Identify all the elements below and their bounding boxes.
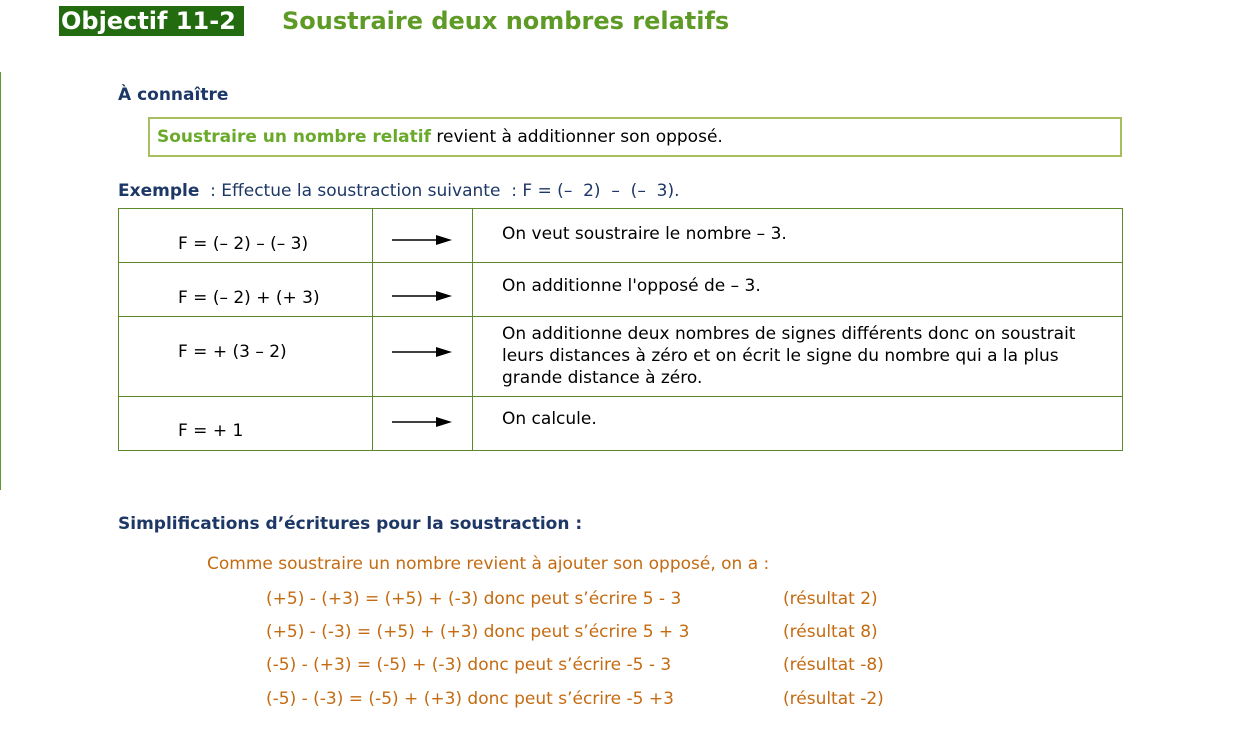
example-text: : Effectue la soustraction suivante : F = (– 2) – (– 3). (199, 181, 680, 201)
explanation: On calcule. (502, 409, 597, 429)
objective-badge: Objectif 11-2 (59, 6, 244, 36)
know-heading: À connaître (118, 85, 229, 105)
arrow-right-icon (392, 415, 454, 429)
simplification-formula: (-5) - (+3) = (-5) + (-3) donc peut s’écrire -5 - 3 (266, 655, 672, 675)
rule-box (148, 117, 1122, 157)
expression: F = + 1 (178, 421, 244, 441)
expr-cell (119, 317, 373, 397)
arrow-cell (373, 209, 473, 263)
explanation-cell (473, 397, 1123, 451)
rule-rest: revient à additionner son opposé. (430, 127, 723, 147)
table-row (119, 397, 1123, 451)
arrow-right-icon (392, 289, 454, 303)
rule-text (157, 127, 723, 147)
simplification-result: (résultat -2) (783, 689, 884, 709)
example-label: Exemple (118, 181, 200, 201)
explanation-cell (473, 263, 1123, 317)
explanation-cell (473, 209, 1123, 263)
arrow-cell (373, 397, 473, 451)
expr-cell (119, 209, 373, 263)
table-row (119, 317, 1123, 397)
expr-cell (119, 263, 373, 317)
rule-highlight: Soustraire un nombre relatif (157, 127, 431, 147)
left-margin-rule (0, 72, 1, 490)
explanation-cell (473, 317, 1123, 397)
arrow-cell (373, 317, 473, 397)
simplifications-heading: Simplifications d’écritures pour la soustraction : (118, 514, 583, 534)
arrow-cell (373, 263, 473, 317)
arrow-right-icon (392, 233, 454, 247)
simplification-result: (résultat 8) (783, 622, 878, 642)
arrow-right-icon (392, 345, 454, 359)
page-title: Soustraire deux nombres relatifs (282, 7, 730, 35)
simplification-result: (résultat 2) (783, 589, 878, 609)
explanation: On additionne l'opposé de – 3. (502, 276, 761, 296)
table-row (119, 263, 1123, 317)
simplification-formula: (+5) - (-3) = (+5) + (+3) donc peut s’écrire 5 + 3 (266, 622, 690, 642)
simplifications-intro: Comme soustraire un nombre revient à ajouter son opposé, on a : (207, 554, 770, 574)
simplification-formula: (-5) - (-3) = (-5) + (+3) donc peut s’écrire -5 +3 (266, 689, 674, 709)
table-row (119, 209, 1123, 263)
simplification-result: (résultat -8) (783, 655, 884, 675)
expression: F = (– 2) – (– 3) (178, 234, 309, 254)
expression: F = (– 2) + (+ 3) (178, 288, 320, 308)
explanation: On veut soustraire le nombre – 3. (502, 224, 787, 244)
example-table (118, 208, 1123, 451)
explanation: On additionne deux nombres de signes différents donc on soustrait leurs distances à zéro et on écrit le signe du nombre qui a la plus grande distance à zéro. (502, 324, 1076, 388)
expression: F = + (3 – 2) (178, 342, 287, 362)
simplification-formula: (+5) - (+3) = (+5) + (-3) donc peut s’écrire 5 - 3 (266, 589, 682, 609)
expr-cell (119, 397, 373, 451)
example-line (118, 181, 679, 201)
